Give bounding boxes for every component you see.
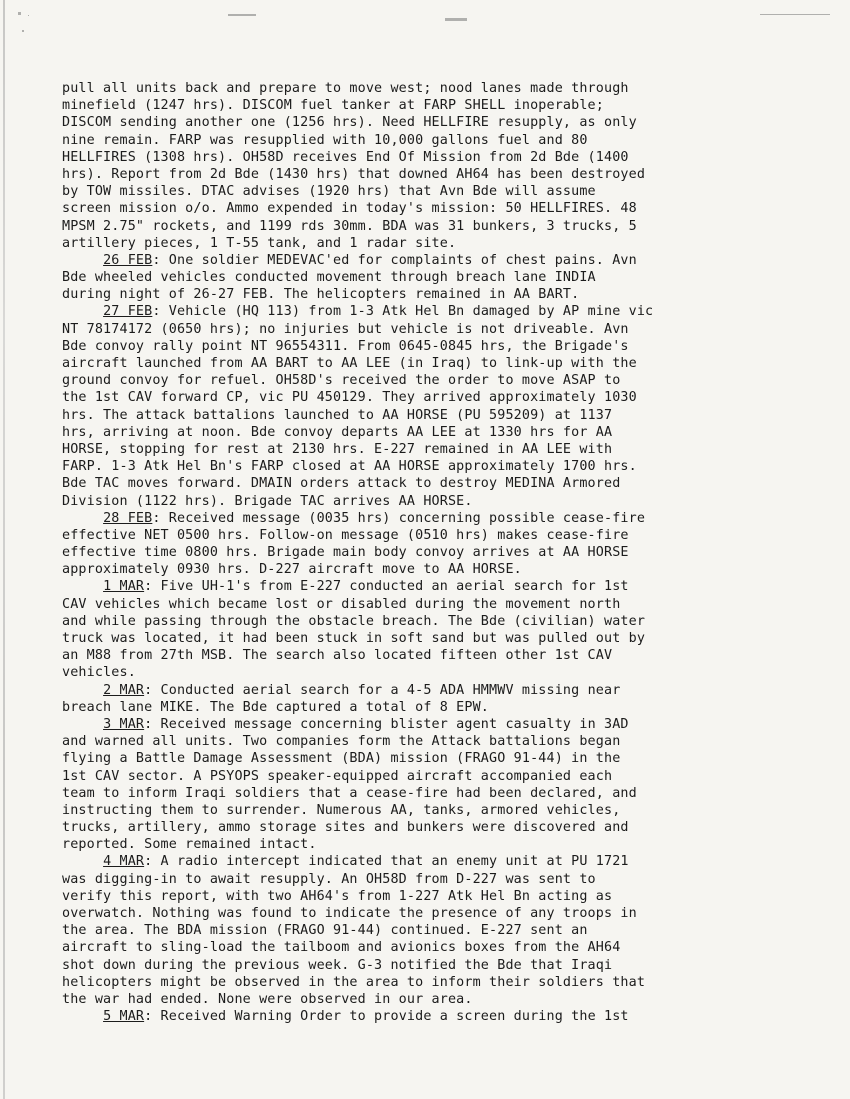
line-text: the war had ended. None were observed in our area. <box>62 991 473 1007</box>
text-line <box>62 132 792 149</box>
text-line <box>62 768 792 785</box>
text-line <box>62 80 792 97</box>
line-text: nine remain. FARP was resupplied with 10,000 gallons fuel and 80 <box>62 132 588 148</box>
line-text: Bde wheeled vehicles conducted movement through breach lane INDIA <box>62 270 596 286</box>
scan-speck <box>228 14 256 16</box>
line-text: truck was located, it had been stuck in soft sand but was pulled out by <box>62 631 646 646</box>
line-text: 1st CAV sector. A PSYOPS speaker-equipped aircraft accompanied each <box>62 768 613 784</box>
line-text: effective time 0800 hrs. Brigade main body convoy arrives at AA HORSE <box>62 545 629 561</box>
line-text: CAV vehicles which became lost or disabled during the movement north <box>62 596 621 612</box>
line-text: during night of 26-27 FEB. The helicopters remained in AA BART. <box>62 287 580 303</box>
scan-speck <box>445 18 467 21</box>
line-text: pull all units back and prepare to move west; nood lanes made through <box>62 81 629 96</box>
text-line <box>62 699 792 716</box>
text-line <box>62 200 792 217</box>
text-line <box>62 939 792 956</box>
text-line <box>62 338 792 355</box>
line-text: : Conducted aerial search for a 4-5 ADA HMMWV missing near <box>144 682 621 698</box>
text-line <box>62 630 792 647</box>
line-text: vehicles. <box>62 665 136 681</box>
line-text: an M88 from 27th MSB. The search also located fifteen other 1st CAV <box>62 648 613 664</box>
line-text: breach lane MIKE. The Bde captured a total of 8 EPW. <box>62 699 490 715</box>
line-text: and warned all units. Two companies form the Attack battalions began <box>62 734 621 750</box>
text-line <box>62 97 792 114</box>
text-line <box>62 527 792 544</box>
line-text: overwatch. Nothing was found to indicate the presence of any troops in <box>62 906 637 921</box>
line-text: screen mission o/o. Ammo expended in today's mission: 50 HELLFIRES. 48 <box>62 201 637 217</box>
text-line <box>62 424 792 441</box>
line-text: shot down during the previous week. G-3 notified the Bde that Iraqi <box>62 957 613 973</box>
line-text: the 1st CAV forward CP, vic PU 450129. They arrived approximately 1030 <box>62 390 637 406</box>
text-line <box>62 544 792 561</box>
document-body <box>62 80 792 1025</box>
line-text: HORSE, stopping for rest at 2130 hrs. E-227 remained in AA LEE with <box>62 441 613 457</box>
entry-date: 28 FEB <box>103 510 153 526</box>
entry-date: 27 FEB <box>103 304 153 320</box>
entry-date: 2 MAR <box>103 682 145 698</box>
text-line <box>62 355 792 372</box>
text-line <box>62 1008 792 1025</box>
text-line <box>62 149 792 166</box>
entry-date: 26 FEB <box>103 252 153 268</box>
line-text: approximately 0930 hrs. D-227 aircraft move to AA HORSE. <box>62 562 522 578</box>
entry-date: 4 MAR <box>103 854 145 870</box>
text-line <box>62 819 792 836</box>
text-line <box>62 510 792 527</box>
text-line <box>62 974 792 991</box>
line-text: reported. Some remained intact. <box>62 837 317 853</box>
line-text: effective NET 0500 hrs. Follow-on message (0510 hrs) makes cease-fire <box>62 527 629 543</box>
text-line <box>62 493 792 510</box>
text-line <box>62 991 792 1008</box>
line-text: verify this report, with two AH64's from 1-227 Atk Hel Bn acting as <box>62 888 613 904</box>
text-line <box>62 561 792 578</box>
text-line <box>62 458 792 475</box>
text-line <box>62 441 792 458</box>
entry-date: 3 MAR <box>103 716 145 732</box>
scan-speck <box>22 30 24 32</box>
line-text: Bde TAC moves forward. DMAIN orders attack to destroy MEDINA Armored <box>62 476 621 492</box>
entry-date: 1 MAR <box>103 579 145 595</box>
line-text: hrs, arriving at noon. Bde convoy departs AA LEE at 1330 hrs for AA <box>62 424 613 440</box>
text-line <box>62 785 792 802</box>
line-text: : Received Warning Order to provide a screen during the 1st <box>144 1009 629 1025</box>
line-text: instructing them to surrender. Numerous AA, tanks, armored vehicles, <box>62 802 621 818</box>
line-text: artillery pieces, 1 T-55 tank, and 1 radar site. <box>62 235 457 251</box>
text-line <box>62 613 792 630</box>
scan-speck <box>18 12 21 15</box>
line-text: and while passing through the obstacle breach. The Bde (civilian) water <box>62 613 646 629</box>
text-line <box>62 114 792 131</box>
line-text: trucks, artillery, ammo storage sites and bunkers were discovered and <box>62 820 629 836</box>
line-text: HELLFIRES (1308 hrs). OH58D receives End Of Mission from 2d Bde (1400 <box>62 149 629 165</box>
line-text: : Received message (0035 hrs) concerning possible cease-fire <box>152 510 646 526</box>
line-text: was digging-in to await resupply. An OH58D from D-227 was sent to <box>62 871 596 887</box>
line-text: hrs). Report from 2d Bde (1430 hrs) that downed AH64 has been destroyed <box>62 166 646 182</box>
text-line <box>62 372 792 389</box>
text-line <box>62 389 792 406</box>
text-line <box>62 682 792 699</box>
text-line <box>62 716 792 733</box>
text-line <box>62 269 792 286</box>
scan-speck <box>28 15 29 16</box>
text-line <box>62 286 792 303</box>
line-text: aircraft to sling-load the tailboom and avionics boxes from the AH64 <box>62 940 621 956</box>
text-line <box>62 321 792 338</box>
text-line <box>62 922 792 939</box>
line-text: team to inform Iraqi soldiers that a cease-fire had been declared, and <box>62 785 637 801</box>
line-text: : Vehicle (HQ 113) from 1-3 Atk Hel Bn damaged by AP mine vic <box>152 304 654 320</box>
text-line <box>62 252 792 269</box>
line-text: ground convoy for refuel. OH58D's received the order to move ASAP to <box>62 373 621 389</box>
line-text: hrs. The attack battalions launched to AA HORSE (PU 595209) at 1137 <box>62 407 613 423</box>
text-line <box>62 853 792 870</box>
text-line <box>62 596 792 613</box>
line-text: by TOW missiles. DTAC advises (1920 hrs) that Avn Bde will assume <box>62 184 596 200</box>
text-line <box>62 905 792 922</box>
line-text: FARP. 1-3 Atk Hel Bn's FARP closed at AA HORSE approximately 1700 hrs. <box>62 459 637 475</box>
text-line <box>62 166 792 183</box>
text-line <box>62 733 792 750</box>
text-line <box>62 836 792 853</box>
text-line <box>62 802 792 819</box>
text-line <box>62 578 792 595</box>
text-line <box>62 871 792 888</box>
text-line <box>62 407 792 424</box>
line-text: flying a Battle Damage Assessment (BDA) mission (FRAGO 91-44) in the <box>62 751 621 767</box>
text-line <box>62 647 792 664</box>
line-text: aircraft launched from AA BART to AA LEE (in Iraq) to link-up with the <box>62 356 637 371</box>
line-text: : One soldier MEDEVAC'ed for complaints of chest pains. Avn <box>152 252 637 268</box>
line-text: : Five UH-1's from E-227 conducted an aerial search for 1st <box>144 579 629 595</box>
line-text: : A radio intercept indicated that an enemy unit at PU 1721 <box>144 854 629 870</box>
text-line <box>62 664 792 681</box>
line-text: MPSM 2.75" rockets, and 1199 rds 30mm. BDA was 31 bunkers, 3 trucks, 5 <box>62 218 637 234</box>
entry-date: 5 MAR <box>103 1009 145 1025</box>
text-line <box>62 750 792 767</box>
text-line <box>62 957 792 974</box>
line-text: Bde convoy rally point NT 96554311. From 0645-0845 hrs, the Brigade's <box>62 338 629 354</box>
text-line <box>62 183 792 200</box>
line-text: helicopters might be observed in the area to inform their soldiers that <box>62 974 646 990</box>
line-text: Division (1122 hrs). Brigade TAC arrives AA HORSE. <box>62 493 473 509</box>
scan-speck <box>760 14 830 15</box>
text-line <box>62 475 792 492</box>
text-line <box>62 235 792 252</box>
line-text: minefield (1247 hrs). DISCOM fuel tanker at FARP SHELL inoperable; <box>62 98 604 114</box>
text-line <box>62 218 792 235</box>
line-text: the area. The BDA mission (FRAGO 91-44) continued. E-227 sent an <box>62 923 588 939</box>
line-text: : Received message concerning blister agent casualty in 3AD <box>144 716 629 732</box>
text-line <box>62 303 792 320</box>
scan-edge <box>3 0 5 1099</box>
line-text: DISCOM sending another one (1256 hrs). Need HELLFIRE resupply, as only <box>62 115 637 131</box>
line-text: NT 78174172 (0650 hrs); no injuries but vehicle is not driveable. Avn <box>62 321 629 337</box>
text-line <box>62 888 792 905</box>
